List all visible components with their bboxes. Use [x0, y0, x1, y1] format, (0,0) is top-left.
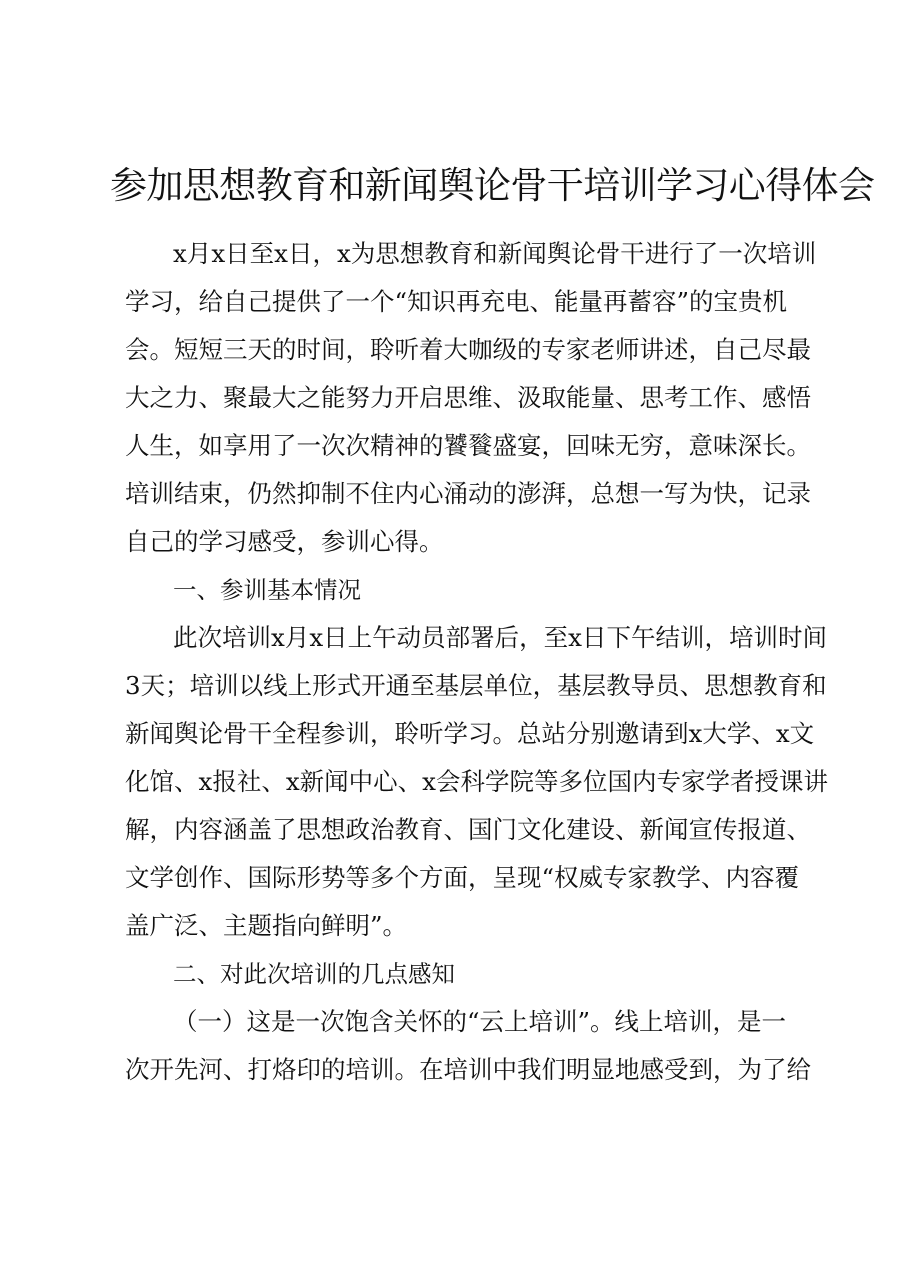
section-heading: 一、参训基本情况: [173, 576, 361, 604]
section-heading: 二、对此次培训的几点感知: [173, 960, 455, 988]
paragraph-line: 学习，给自己提供了一个“知识再充电、能量再蓄容”的宝贵机: [125, 287, 788, 316]
paragraph-line: 3天；培训以线上形式开通至基层单位，基层教导员、思想教育和: [125, 671, 827, 700]
paragraph-line: 文学创作、国际形势等多个方面，呈现“权威专家教学、内容覆: [125, 863, 800, 892]
paragraph-line: 新闻舆论骨干全程参训，聆听学习。总站分别邀请到x大学、x文: [125, 719, 815, 748]
paragraph-line: 此次培训x月x日上午动员部署后，至x日下午结训，培训时间: [173, 623, 827, 652]
paragraph-line: 大之力、聚最大之能努力开启思维、汲取能量、思考工作、感悟: [125, 383, 811, 412]
document-title: 参加思想教育和新闻舆论骨干培训学习心得体会: [110, 164, 875, 207]
paragraph-line: 化馆、x报社、x新闻中心、x会科学院等多位国内专家学者授课讲: [125, 767, 828, 796]
paragraph-line: 会。短短三天的时间，聆听着大咖级的专家老师讲述，自己尽最: [125, 335, 811, 364]
paragraph-line: 人生，如享用了一次次精神的饕餮盛宴，回味无穷，意味深长。: [125, 431, 811, 460]
paragraph-line: 次开先河、打烙印的培训。在培训中我们明显地感受到，为了给: [125, 1055, 811, 1084]
paragraph-line: 自己的学习感受，参训心得。: [125, 527, 444, 556]
paragraph-line: 培训结束，仍然抑制不住内心涌动的澎湃，总想一写为快，记录: [125, 479, 811, 508]
paragraph-line: 盖广泛、主题指向鲜明”。: [125, 911, 408, 940]
paragraph-line: 解，内容涵盖了思想政治教育、国门文化建设、新闻宣传报道、: [125, 815, 811, 844]
paragraph-line: x月x日至x日，x为思想教育和新闻舆论骨干进行了一次培训: [173, 239, 817, 268]
paragraph-line: （一）这是一次饱含关怀的“云上培训”。线上培训，是一: [173, 1007, 787, 1036]
